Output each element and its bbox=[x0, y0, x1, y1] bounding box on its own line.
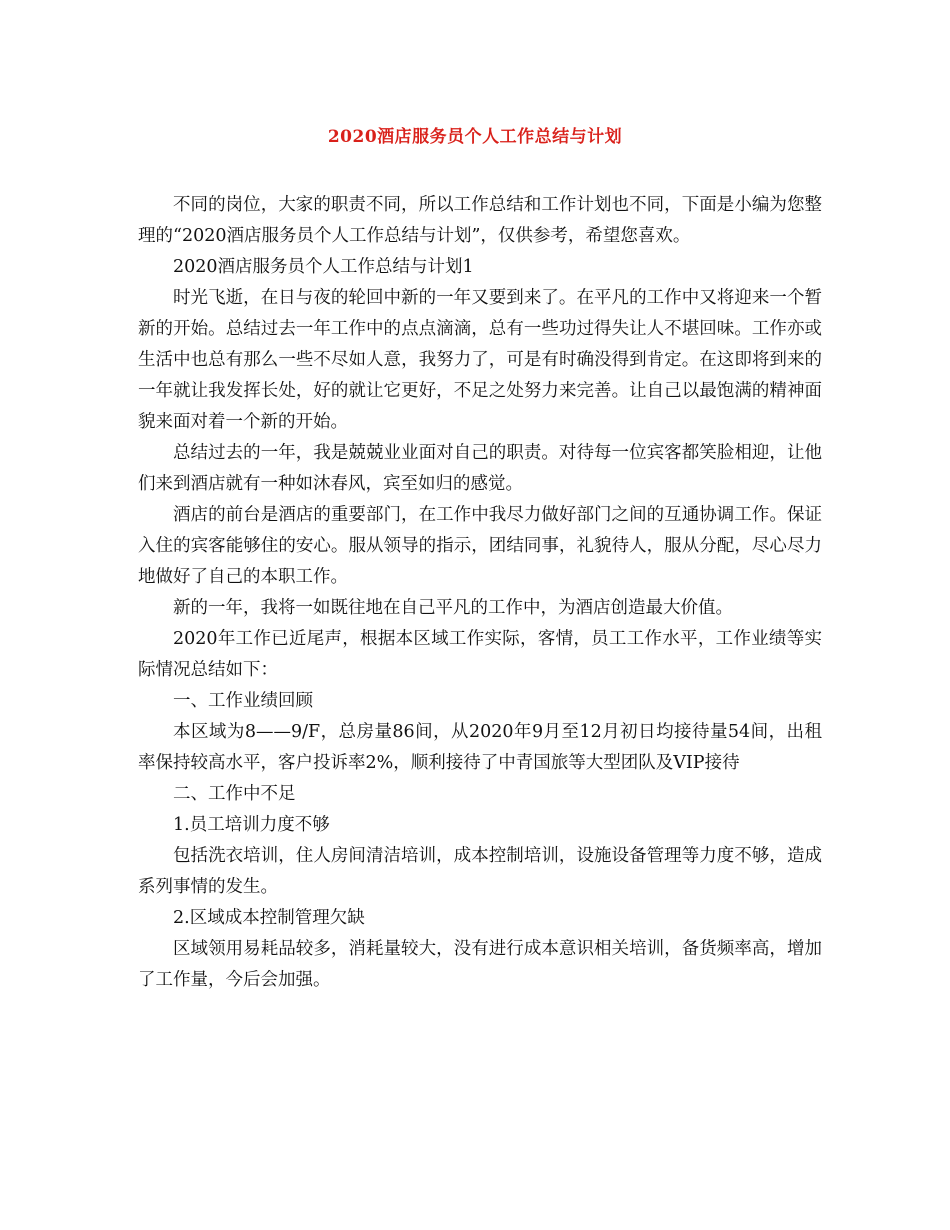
paragraph: 2020年工作已近尾声，根据本区域工作实际，客情，员工工作水平，工作业绩等实际情况总结如下： bbox=[138, 629, 822, 680]
subheading: 2.区域成本控制管理欠缺 bbox=[173, 908, 365, 928]
paragraph-intro: 不同的岗位，大家的职责不同，所以工作总结和工作计划也不同，下面是小编为您整理的“2020酒店服务员个人工作总结与计划”，仅供参考，希望您喜欢。 bbox=[138, 195, 822, 246]
section-heading: 2020酒店服务员个人工作总结与计划1 bbox=[173, 257, 474, 277]
paragraph: 区域领用易耗品较多，消耗量较大，没有进行成本意识相关培训，备货频率高，增加了工作量，今后会加强。 bbox=[138, 939, 822, 990]
document-title: 2020酒店服务员个人工作总结与计划 bbox=[327, 127, 623, 147]
paragraph: 总结过去的一年，我是兢兢业业面对自己的职责。对待每一位宾客都笑脸相迎，让他们来到酒店就有一种如沐春风，宾至如归的感觉。 bbox=[138, 443, 822, 494]
paragraph: 包括洗衣培训，住人房间清洁培训，成本控制培训，设施设备管理等力度不够，造成系列事情的发生。 bbox=[138, 846, 822, 897]
paragraph: 新的一年，我将一如既往地在自己平凡的工作中，为酒店创造最大价值。 bbox=[173, 598, 733, 618]
subheading: 1.员工培训力度不够 bbox=[173, 815, 330, 835]
paragraph: 本区域为8——9/F，总房量86间，从2020年9月至12月初日均接待量54间，出租率保持较高水平，客户投诉率2%，顺利接待了中青国旅等大型团队及VIP接待 bbox=[138, 722, 822, 773]
document-body bbox=[138, 190, 822, 996]
paragraph: 时光飞逝，在日与夜的轮回中新的一年又要到来了。在平凡的工作中又将迎来一个暂新的开始。总结过去一年工作中的点点滴滴，总有一些功过得失让人不堪回味。工作亦或生活中也总有那么一些不尽如人意，我努力了，可是有时确没得到肯定。在这即将到来的一年就让我发挥长处，好的就让它更好，不足之处努力来完善。让自己以最饱满的精神面貌来面对着一个新的开始。 bbox=[138, 288, 822, 432]
section-heading: 一、工作业绩回顾 bbox=[173, 691, 313, 711]
section-heading: 二、工作中不足 bbox=[173, 784, 296, 804]
paragraph: 酒店的前台是酒店的重要部门，在工作中我尽力做好部门之间的互通协调工作。保证入住的宾客能够住的安心。服从领导的指示，团结同事，礼貌待人，服从分配，尽心尽力地做好了自己的本职工作。 bbox=[138, 505, 822, 587]
